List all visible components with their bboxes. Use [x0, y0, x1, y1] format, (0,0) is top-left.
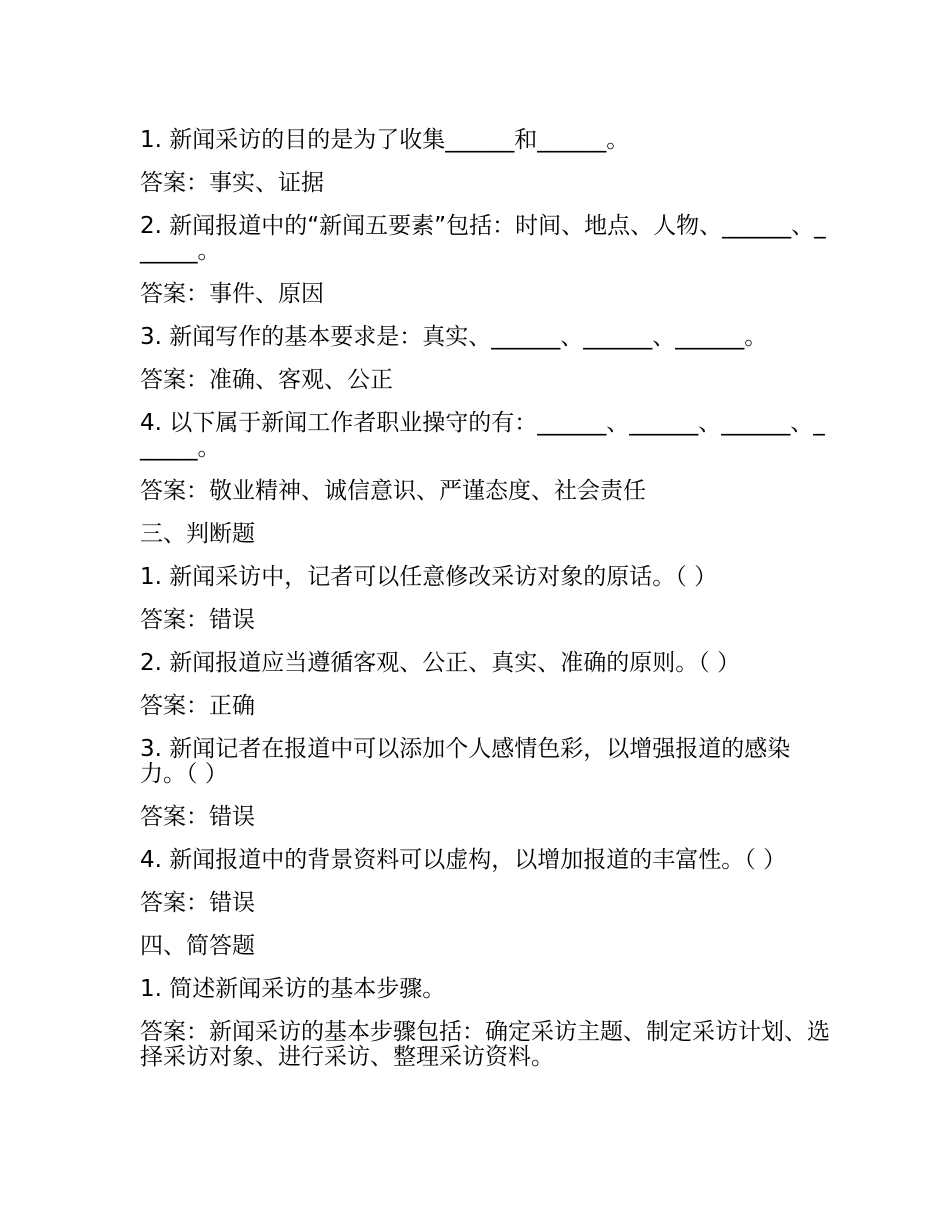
document-page: [140, 128, 830, 1088]
section-heading-judgment: 三、判断题: [140, 521, 255, 547]
answer-judgment-2: 答案：正确: [140, 693, 255, 719]
answer-judgment-1: 答案：错误: [140, 607, 255, 633]
judgment-question-4: 4. 新闻报道中的背景资料可以虚构，以增加报道的丰富性。（ ）: [140, 847, 787, 873]
answer-judgment-4: 答案：错误: [140, 890, 255, 916]
fill-question-3: 3. 新闻写作的基本要求是：真实、______、______、______。: [140, 324, 768, 350]
answer-fill-1: 答案：事实、证据: [140, 170, 324, 196]
fill-question-1: 1. 新闻采访的目的是为了收集______和______。: [140, 127, 630, 153]
judgment-question-3: 3. 新闻记者在报道中可以添加个人感情色彩，以增强报道的感染力。（ ）: [140, 736, 791, 787]
answer-short-answer-1: 答案：新闻采访的基本步骤包括：确定采访主题、制定采访计划、选择采访对象、进行采访、整理采访资料。: [140, 1019, 830, 1070]
answer-fill-4: 答案：敬业精神、诚信意识、严谨态度、社会责任: [140, 478, 646, 504]
short-answer-question-1: 1. 简述新闻采访的基本步骤。: [140, 976, 446, 1002]
answer-fill-3: 答案：准确、客观、公正: [140, 367, 393, 393]
section-heading-short-answer: 四、简答题: [140, 933, 255, 959]
answer-judgment-3: 答案：错误: [140, 804, 255, 830]
fill-question-2: 2. 新闻报道中的“新闻五要素”包括：时间、地点、人物、______、______。: [140, 213, 826, 264]
answer-fill-2: 答案：事件、原因: [140, 281, 324, 307]
judgment-question-2: 2. 新闻报道应当遵循客观、公正、真实、准确的原则。（ ）: [140, 650, 741, 676]
judgment-question-1: 1. 新闻采访中，记者可以任意修改采访对象的原话。（ ）: [140, 564, 718, 590]
fill-question-4: 4. 以下属于新闻工作者职业操守的有：______、______、______、______。: [140, 410, 825, 461]
